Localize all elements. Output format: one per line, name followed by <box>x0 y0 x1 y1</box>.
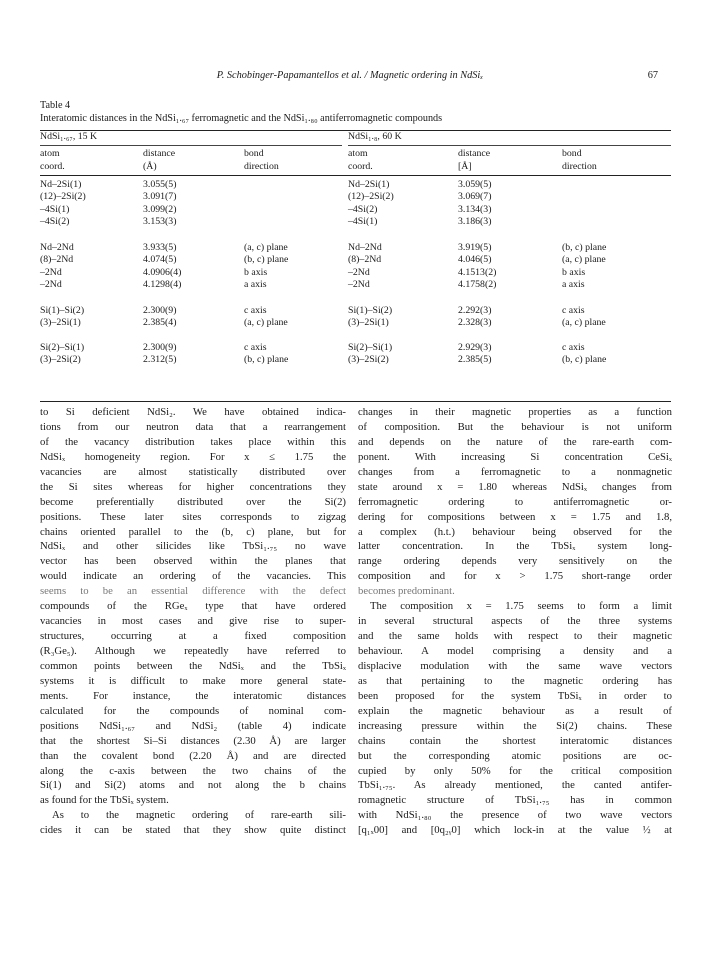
col-header-coord-right: coord. <box>348 161 373 172</box>
text-line: NdSiₓ and other silicides like TbSi₁.₇₅ no wave <box>40 540 346 553</box>
text-line: The composition x = 1.75 seems to form a limit <box>370 600 672 613</box>
cell-bond: c axis <box>244 305 267 316</box>
col-header-bond-right: bond <box>562 148 582 159</box>
cell-bond-right: a axis <box>562 278 585 290</box>
text-line: dering for compositions between x = 1.75 and 1.8, <box>358 510 672 523</box>
text-line: of the vacancy distribution takes place within this <box>40 435 346 448</box>
body-column-left <box>40 405 346 838</box>
cell-bond-right: (a, c) plane <box>562 254 606 266</box>
cell-distance-right: 3.059(5) <box>458 179 492 190</box>
cell-distance-right: 3.134(3) <box>458 203 492 215</box>
cell-distance: 4.074(5) <box>143 254 177 266</box>
text-line: ferromagnetic ordering to antiferromagnetic or- <box>358 495 672 508</box>
cell-distance: 4.1298(4) <box>143 278 182 290</box>
text-line: but the corresponding atomic positions are oc- <box>358 749 672 762</box>
text-line: range ordering depends very sensitively on the <box>358 555 672 568</box>
text-line: along the c-axis between the two chains of the <box>40 764 346 777</box>
cell-atom: (3)–2Si(2) <box>40 354 81 366</box>
col-header-coord: coord. <box>40 161 65 172</box>
text-line: systems it is difficult to make more general state- <box>40 674 346 687</box>
cell-atom: (3)–2Si(1) <box>40 317 81 329</box>
col-header-atom: atom <box>40 148 60 159</box>
text-line: positions. These later sites corresponds to zigzag <box>40 510 346 523</box>
cell-atom-right: (3)–2Si(2) <box>348 354 389 366</box>
cell-distance-right: 3.069(7) <box>458 191 492 203</box>
col-header-direction-right: direction <box>562 161 597 172</box>
text-line: vector has been observed within the planes that <box>40 555 346 568</box>
col-header-bond: bond <box>244 148 264 159</box>
cell-atom: –2Nd <box>40 266 62 278</box>
cell-distance: 3.153(3) <box>143 215 177 227</box>
cell-bond: (b, c) plane <box>244 254 289 266</box>
table-caption: Interatomic distances in the NdSi₁.₆₇ ferromagnetic and the NdSi₁.₈₀ antiferromagnetic compounds <box>40 113 443 124</box>
text-line: chains contain the shortest interatomic distances <box>358 734 672 747</box>
text-line: increasing pressure within the Si(2) chains. These <box>358 719 672 732</box>
cell-distance: 2.300(9) <box>143 305 177 316</box>
cell-atom-right: (3)–2Si(1) <box>348 317 389 329</box>
text-line: as found for the TbSiₓ system. <box>40 794 169 807</box>
text-line: that the shortest Si–Si distances (2.30 Å) are larger <box>40 734 346 747</box>
cell-bond: (a, c) plane <box>244 317 288 329</box>
text-line: compounds of the RGeₓ type that have ordered <box>40 600 346 613</box>
cell-bond: (b, c) plane <box>244 354 289 366</box>
cell-distance-right: 4.1758(2) <box>458 278 497 290</box>
running-header <box>40 70 660 86</box>
cell-distance-right: 4.046(5) <box>458 254 492 266</box>
text-line: Si(1) and Si(2) atoms and not along the b chains <box>40 779 346 792</box>
cell-distance-right: 3.919(5) <box>458 242 492 253</box>
col-header-unit: (Å) <box>143 161 157 172</box>
text-line: positions NdSi₁.₆₇ and NdSi₂ (table 4) indicate <box>40 719 346 732</box>
text-line: become preferentially distributed over the Si(2) <box>40 495 346 508</box>
cell-distance: 2.385(4) <box>143 317 177 329</box>
text-line: chains oriented parallel to the (b, c) plane, but for <box>40 525 346 538</box>
text-line: with NdSi₁.₈₀ the presence of two wave vectors <box>358 809 672 822</box>
text-line: ments. For instance, the interatomic distances <box>40 689 346 702</box>
col-header-direction: direction <box>244 161 279 172</box>
cell-atom-right: Si(1)–Si(2) <box>348 305 393 316</box>
page-number: 67 <box>647 70 658 81</box>
left-block-title: NdSi₁.₆₇, 15 K <box>40 131 98 142</box>
text-line: and depends on the nature of the rare-earth com- <box>358 435 672 448</box>
text-line: as that pertaining to the magnetic ordering has <box>358 674 672 687</box>
running-title: P. Schobinger-Papamantellos et al. / Magnetic ordering in NdSiₓ <box>216 70 484 81</box>
cell-distance: 3.099(2) <box>143 203 177 215</box>
col-header-unit-right: [Å] <box>458 161 472 172</box>
cell-atom: Nd–2Nd <box>40 242 74 253</box>
cell-distance: 2.300(9) <box>143 342 177 353</box>
table-caption-block <box>40 99 670 125</box>
cell-atom-right: (8)–2Nd <box>348 254 382 266</box>
text-line: becomes predominant. <box>358 585 455 598</box>
text-line: [q₁ₓ00] and [0q₂ᵧ0] which lock-in at the value ½ at <box>358 824 672 837</box>
col-header-distance: distance <box>143 148 176 159</box>
cell-bond-right: c axis <box>562 305 585 316</box>
text-line: displacive modulation with the same wave vectors <box>358 659 672 672</box>
cell-atom: (8)–2Nd <box>40 254 74 266</box>
cell-distance: 3.055(5) <box>143 179 177 190</box>
cell-atom-right: –2Nd <box>348 266 370 278</box>
text-line: of composition. But the behaviour is not uniform <box>358 420 672 433</box>
text-line: than the covalent bond (2.20 Å) and are directed <box>40 749 346 762</box>
cell-atom-right: –4Si(2) <box>348 203 378 215</box>
text-line: romagnetic structure of TbSi₁.₇₅ has in common <box>358 794 672 807</box>
col-header-distance-right: distance <box>458 148 491 159</box>
cell-distance-right: 2.292(3) <box>458 305 492 316</box>
cell-bond: (a, c) plane <box>244 242 288 253</box>
right-block-title: NdSi₁.₈, 60 K <box>348 131 402 142</box>
cell-atom-right: –2Nd <box>348 278 370 290</box>
table-header-rule <box>40 175 671 176</box>
cell-distance-right: 3.186(3) <box>458 215 492 227</box>
cell-atom: –4Si(2) <box>40 215 70 227</box>
cell-bond-right: (a, c) plane <box>562 317 606 329</box>
text-line: tions from our neutron data that a rearrangement <box>40 420 346 433</box>
cell-distance: 2.312(5) <box>143 354 177 366</box>
text-line: structures, occurring at a fixed composition <box>40 630 346 643</box>
text-line: cupied by only 50% for the critical composition <box>358 764 672 777</box>
cell-atom-right: Si(2)–Si(1) <box>348 342 393 353</box>
text-line: latter concentration. In the TbSiₓ system long- <box>358 540 672 553</box>
text-line: and the same holds with respect to their magnetic <box>358 630 672 643</box>
cell-distance-right: 2.385(5) <box>458 354 492 366</box>
text-line: explain the magnetic behaviour as a result of <box>358 704 672 717</box>
cell-bond-right: (b, c) plane <box>562 354 607 366</box>
cell-distance-right: 2.328(3) <box>458 317 492 329</box>
text-line: calculated for the compounds of nominal com- <box>40 704 346 717</box>
cell-distance: 3.933(5) <box>143 242 177 253</box>
text-line: state around x = 1.80 whereas NdSiₓ changes from <box>358 480 672 493</box>
cell-atom-right: Nd–2Si(1) <box>348 179 390 190</box>
cell-atom: Si(2)–Si(1) <box>40 342 85 353</box>
text-line: would indicate an ordering of the vacancies. This <box>40 570 346 583</box>
text-line: composition and for x > 1.75 short-range order <box>358 570 672 583</box>
text-line: TbSi₁.₇₅. As already mentioned, the canted antifer- <box>358 779 672 792</box>
text-line: common points between the NdSiₓ and the TbSiₓ <box>40 659 346 672</box>
table-label: Table 4 <box>40 100 71 111</box>
text-line: cides it can be stated that they show quite distinct <box>40 824 346 837</box>
text-line: seems to be an essential difference with the defect <box>40 585 346 598</box>
body-column-right <box>358 405 672 838</box>
cell-atom: –2Nd <box>40 278 62 290</box>
right-block-rule <box>348 145 671 146</box>
text-line: a complex (h.t.) behaviour being observed for the <box>358 525 672 538</box>
text-line: As to the magnetic ordering of rare-earth sili- <box>52 809 346 822</box>
col-header-atom-right: atom <box>348 148 368 159</box>
cell-atom-right: (12)–2Si(2) <box>348 191 394 203</box>
cell-bond-right: b axis <box>562 266 586 278</box>
cell-atom: –4Si(1) <box>40 203 70 215</box>
cell-distance: 3.091(7) <box>143 191 177 203</box>
text-line: ponent. With increasing Si concentration CeSiₓ <box>358 450 672 463</box>
cell-distance-right: 2.929(3) <box>458 342 492 353</box>
cell-distance: 4.0906(4) <box>143 266 182 278</box>
cell-distance-right: 4.1513(2) <box>458 266 497 278</box>
cell-atom-right: –4Si(1) <box>348 215 378 227</box>
cell-bond: a axis <box>244 278 267 290</box>
table-bottom-rule <box>40 401 671 402</box>
text-line: to Si deficient NdSi₂. We have obtained indica- <box>40 406 346 418</box>
cell-bond-right: c axis <box>562 342 585 353</box>
text-line: in several structural aspects of the three systems <box>358 615 672 628</box>
text-line: vacancies in most cases and give rise to super- <box>40 615 346 628</box>
text-line: vacancies are almost statistically distributed over <box>40 465 346 478</box>
cell-atom: (12)–2Si(2) <box>40 191 86 203</box>
left-block-rule <box>40 145 342 146</box>
cell-atom-right: Nd–2Nd <box>348 242 382 253</box>
cell-bond: b axis <box>244 266 268 278</box>
text-line: changes from a ferromagnetic to a nonmagnetic <box>358 465 672 478</box>
cell-atom: Nd–2Si(1) <box>40 179 82 190</box>
cell-bond-right: (b, c) plane <box>562 242 607 253</box>
text-line: behaviour. A model comprising a density and a <box>358 645 672 657</box>
cell-atom: Si(1)–Si(2) <box>40 305 85 316</box>
text-line: been proposed for the system TbSiₓ in order to <box>358 689 672 702</box>
text-line: NdSiₓ homogeneity region. For x ≤ 1.75 the <box>40 450 346 463</box>
cell-bond: c axis <box>244 342 267 353</box>
text-line: changes in their magnetic properties as a function <box>358 406 672 418</box>
text-line: (R₃Ge₅). Although we repeatedly have referred to <box>40 645 346 657</box>
text-line: the Si sites whereas for higher concentrations they <box>40 480 346 493</box>
